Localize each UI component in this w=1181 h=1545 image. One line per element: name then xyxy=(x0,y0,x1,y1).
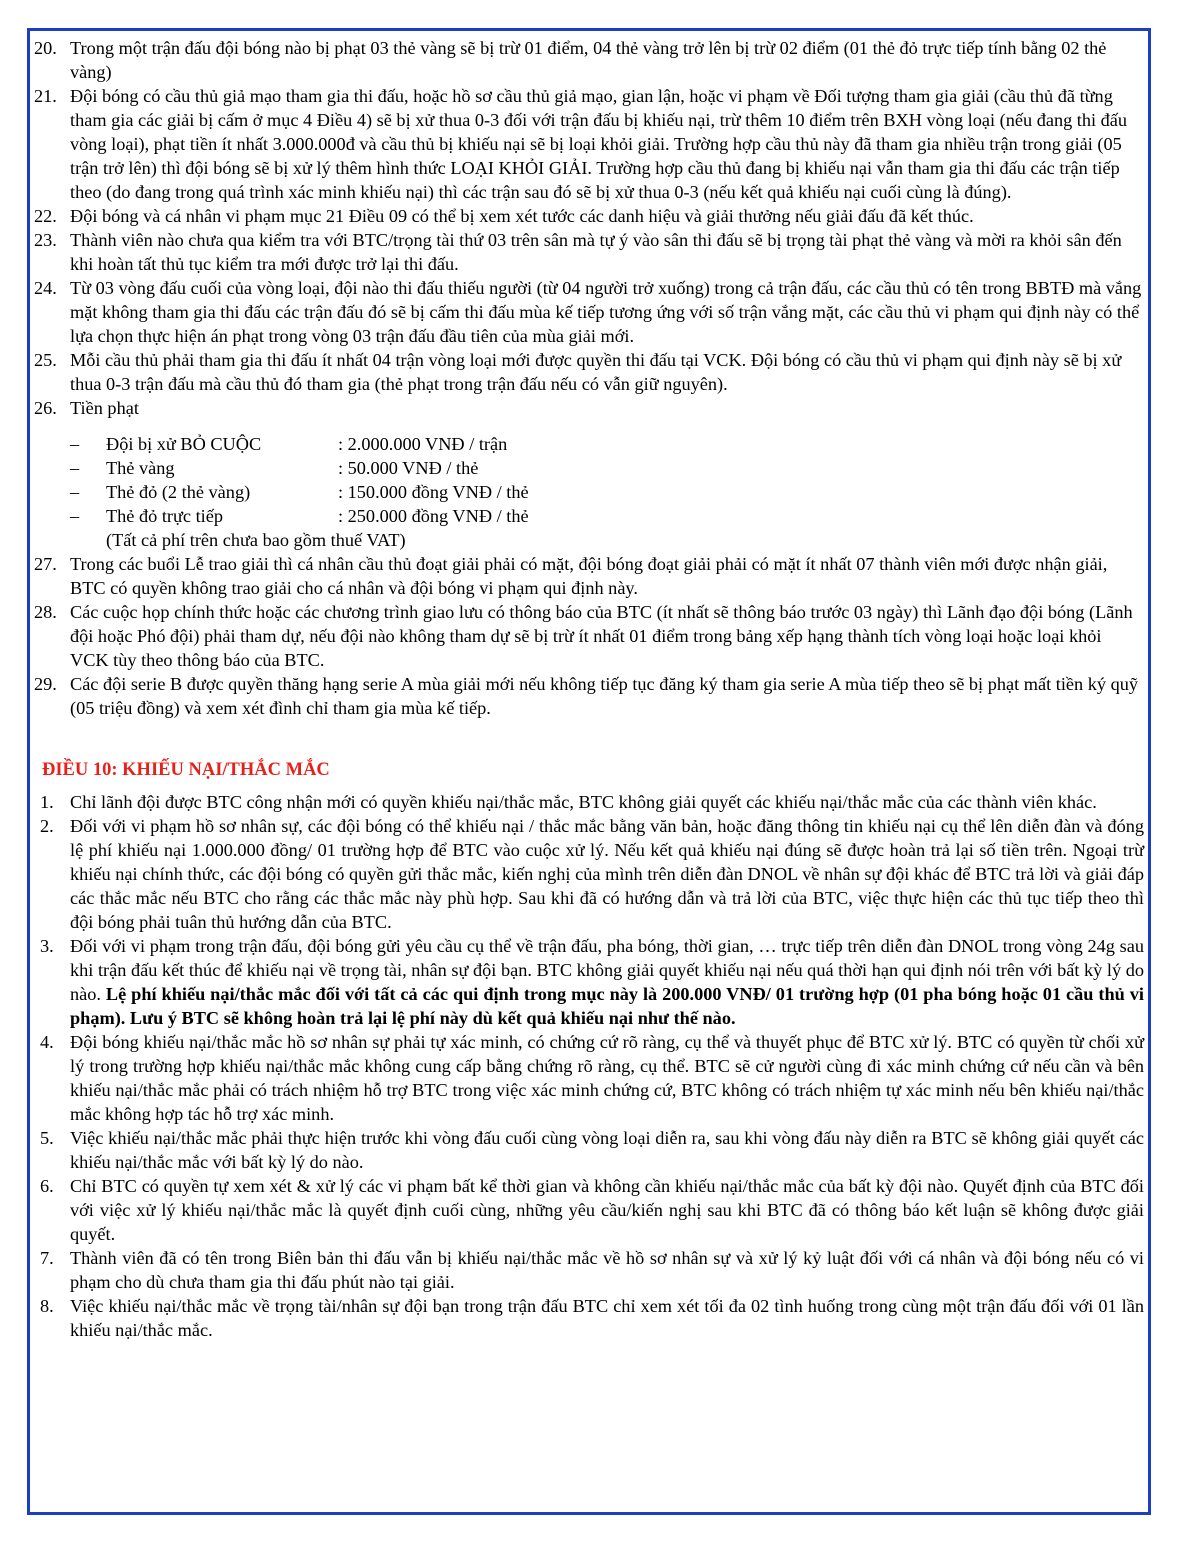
item-number: 26. xyxy=(34,398,57,418)
item-number: 28. xyxy=(34,602,57,622)
item-number: 23. xyxy=(34,230,57,250)
item-text: Đội bóng khiếu nại/thắc mắc hồ sơ nhân sự phải tự xác minh, có chứng cứ rõ ràng, cụ thể và thuyết phục để BTC xử lý. BTC có quyền từ chối xử lý trong trường hợp khiếu nại/thắc mắc không cung cấp bằng chứng rõ ràng, cụ thể. BTC sẽ cử người cùng đi xác minh chứng cứ nếu cần và bên khiếu nại/thắc mắc phải có trách nhiệm hỗ trợ BTC trong việc xác minh chứng cứ, BTC không có trách nhiệm tự xác minh nếu bên khiếu nại/thắc mắc không hợp tác hỗ trợ xác minh. xyxy=(70,1032,1144,1124)
section-heading: ĐIỀU 10: KHIẾU NẠI/THẮC MẮC xyxy=(42,760,330,780)
fine-row xyxy=(70,504,1144,528)
dash-bullet: – xyxy=(70,506,80,526)
fine-row xyxy=(70,456,1144,480)
fine-amount: : 150.000 đồng VNĐ / thẻ xyxy=(338,482,529,502)
fine-name: Thẻ vàng xyxy=(106,458,175,478)
dash-bullet: – xyxy=(70,434,80,454)
item-number: 3. xyxy=(40,936,54,956)
item-text: Từ 03 vòng đấu cuối của vòng loại, đội nào thi đấu thiếu người (từ 04 người trở xuống) trong cả trận đấu, các cầu thủ có tên trong BBTĐ mà vắng mặt không tham gia thi đấu các trận đấu đó sẽ bị cấm thi đấu mùa kế tiếp tương ứng với số trận vắng mặt, các cầu thủ vi phạm qui định này có thể lựa chọn thực hiện án phạt trong vòng 03 trận đấu đầu tiên của mùa giải mới. xyxy=(70,278,1142,346)
item-number: 25. xyxy=(34,350,57,370)
item-text: Đối với vi phạm trong trận đấu, đội bóng gửi yêu cầu cụ thể về trận đấu, pha bóng, thời gian, … trực tiếp trên diễn đàn DNOL trong vòng 24g sau khi trận đấu kết thúc để khiếu nại về trọng tài, nhân sự đội bạn. BTC không giải quyết khiếu nại nếu quá thời hạn qui định nói trên với bất kỳ lý do nào. xyxy=(70,936,1144,1004)
item-text: Thành viên đã có tên trong Biên bản thi đấu vẫn bị khiếu nại/thắc mắc về hồ sơ nhân sự và xử lý kỷ luật đối với cá nhân và đội bóng nếu có vi phạm cho dù chưa tham gia thi đấu phút nào tại giải. xyxy=(70,1248,1144,1292)
item-number: 24. xyxy=(34,278,57,298)
list-item xyxy=(34,1174,1144,1246)
item-text: Tiền phạt xyxy=(70,398,139,418)
list-item xyxy=(34,600,1144,672)
item-text: Đối với vi phạm hồ sơ nhân sự, các đội bóng có thể khiếu nại / thắc mắc bằng văn bản, hoặc đăng thông tin khiếu nại cụ thể lên diễn đàn và đóng lệ phí khiếu nại 1.000.000 đồng/ 01 trường hợp để BTC vào cuộc xử lý. Nếu kết quả khiếu nại đúng sẽ được hoàn trả lại số tiền trên. Ngoại trừ khiếu nại chính thức, các đội bóng có quyền gửi thắc mắc, kiến nghị của mình trên diễn đàn DNOL về nhân sự đội khác để BTC trả lời và giải đáp các thắc mắc nếu BTC cho rằng các thắc mắc này phù hợp. Sau khi đã có hướng dẫn và trả lời của BTC, việc thực hiện các thủ tục tiếp theo thì đội bóng phải tuân thủ hướng dẫn của BTC. xyxy=(70,816,1144,932)
item-text: Đội bóng có cầu thủ giả mạo tham gia thi đấu, hoặc hồ sơ cầu thủ giả mạo, gian lận, hoặc vi phạm về Đối tượng tham gia giải (cầu thủ đã từng tham gia các giải bị cấm ở mục 4 Điều 4) sẽ bị xử thua 0-3 đối với trận đấu bị khiếu nại, trừ thêm 10 điểm trên BXH vòng loại (nếu đang thi đấu vòng loại), phạt tiền ít nhất 3.000.000đ và cầu thủ bị khiếu nại sẽ bị loại khỏi giải. Trường hợp cầu thủ này đã tham gia nhiều trận trong giải (05 trận trở lên) thì đội bóng sẽ bị xử lý thêm hình thức LOẠI KHỎI GIẢI. Trường hợp cầu thủ đang bị khiếu nại vẫn tham gia thi đấu các trận tiếp theo (do đang trong quá trình xác minh khiếu nại) thì các trận sau đó sẽ bị xử thua 0-3 (nếu kết quả khiếu nại cuối cùng là đúng). xyxy=(70,86,1128,202)
dash-bullet: – xyxy=(70,482,80,502)
item-number: 21. xyxy=(34,86,57,106)
list-item xyxy=(34,814,1144,934)
fines-list xyxy=(70,432,1144,552)
complaints-list xyxy=(34,790,1144,1342)
fine-name: Thẻ đỏ (2 thẻ vàng) xyxy=(106,482,251,502)
item-number: 8. xyxy=(40,1296,54,1316)
item-text: Mỗi cầu thủ phải tham gia thi đấu ít nhất 04 trận vòng loại mới được quyền thi đấu tại VCK. Đội bóng có cầu thủ vi phạm qui định này sẽ bị xử thua 0-3 trận đấu mà cầu thủ đó tham gia (thẻ phạt trong trận đấu nếu có vẫn giữ nguyên). xyxy=(70,350,1122,394)
fine-row xyxy=(70,480,1144,504)
item-number: 1. xyxy=(40,792,54,812)
dash-bullet: – xyxy=(70,458,80,478)
item-number: 22. xyxy=(34,206,57,226)
document-body xyxy=(34,36,1144,1342)
fine-name: Đội bị xử BỎ CUỘC xyxy=(106,434,262,454)
item-text: Các cuộc họp chính thức hoặc các chương trình giao lưu có thông báo của BTC (ít nhất sẽ thông báo trước 03 ngày) thì Lãnh đạo đội bóng (Lãnh đội hoặc Phó đội) phải tham dự, nếu đội nào không tham dự sẽ bị trừ ít nhất 01 điểm trong bảng xếp hạng thành tích vòng loại hoặc loại khỏi VCK tùy theo thông báo của BTC. xyxy=(70,602,1133,670)
item-text: Đội bóng và cá nhân vi phạm mục 21 Điều 09 có thể bị xem xét tước các danh hiệu và giải thưởng nếu giải đấu đã kết thúc. xyxy=(70,206,974,226)
fee-note: Lệ phí khiếu nại/thắc mắc đối với tất cả các qui định trong mục này là 200.000 VNĐ/ 01 trường hợp (01 pha bóng hoặc 01 cầu thủ vi phạm). Lưu ý BTC sẽ không hoàn trả lại lệ phí này dù kết quả khiếu nại như thế nào. xyxy=(70,984,1144,1028)
list-item xyxy=(34,1126,1144,1174)
fine-name: Thẻ đỏ trực tiếp xyxy=(106,506,224,526)
fine-row xyxy=(70,432,1144,456)
list-item xyxy=(34,204,1144,228)
fines-note: (Tất cả phí trên chưa bao gồm thuế VAT) xyxy=(106,530,406,550)
item-number: 4. xyxy=(40,1032,54,1052)
rules-list-part1 xyxy=(34,36,1144,720)
item-text: Trong một trận đấu đội bóng nào bị phạt 03 thẻ vàng sẽ bị trừ 01 điểm, 04 thẻ vàng trở lên bị trừ 02 điểm (01 thẻ đỏ trực tiếp tính bằng 02 thẻ vàng) xyxy=(70,38,1107,82)
item-text: Chỉ BTC có quyền tự xem xét & xử lý các vi phạm bất kể thời gian và không cần khiếu nại/thắc mắc của bất kỳ đội nào. Quyết định của BTC đối với việc xử lý khiếu nại/thắc mắc là quyết định cuối cùng, những yêu cầu/kiến nghị sau khi BTC đã có thông báo kết luận sẽ không được giải quyết. xyxy=(70,1176,1144,1244)
list-item xyxy=(34,1246,1144,1294)
list-item xyxy=(34,276,1144,348)
item-number: 27. xyxy=(34,554,57,574)
item-number: 20. xyxy=(34,38,57,58)
list-item xyxy=(34,934,1144,1030)
list-item xyxy=(34,552,1144,600)
item-number: 6. xyxy=(40,1176,54,1196)
list-item xyxy=(34,396,1144,552)
item-text: Việc khiếu nại/thắc mắc về trọng tài/nhân sự đội bạn trong trận đấu BTC chỉ xem xét tối đa 02 tình huống trong cùng một trận đấu đối với 01 lần khiếu nại/thắc mắc. xyxy=(70,1296,1144,1340)
list-item xyxy=(34,84,1144,204)
list-item xyxy=(34,1294,1144,1342)
list-item xyxy=(34,348,1144,396)
list-item xyxy=(34,790,1144,814)
fine-amount: : 250.000 đồng VNĐ / thẻ xyxy=(338,506,529,526)
item-text: Chỉ lãnh đội được BTC công nhận mới có quyền khiếu nại/thắc mắc, BTC không giải quyết các khiếu nại/thắc mắc của các thành viên khác. xyxy=(70,792,1097,812)
item-text: Việc khiếu nại/thắc mắc phải thực hiện trước khi vòng đấu cuối cùng vòng loại diễn ra, sau khi vòng đấu này diễn ra BTC sẽ không giải quyết các khiếu nại/thắc mắc với bất kỳ lý do nào. xyxy=(70,1128,1144,1172)
list-item xyxy=(34,36,1144,84)
list-item xyxy=(34,228,1144,276)
item-text: Trong các buổi Lễ trao giải thì cá nhân cầu thủ đoạt giải phải có mặt, đội bóng đoạt giải phải có mặt ít nhất 07 thành viên mới được nhận giải, BTC có quyền không trao giải cho cá nhân và đội bóng vi phạm qui định này. xyxy=(70,554,1108,598)
item-number: 5. xyxy=(40,1128,54,1148)
list-item xyxy=(34,672,1144,720)
list-item xyxy=(34,1030,1144,1126)
item-text: Thành viên nào chưa qua kiểm tra với BTC/trọng tài thứ 03 trên sân mà tự ý vào sân thi đấu sẽ bị trọng tài phạt thẻ vàng và mời ra khỏi sân đến khi hoàn tất thủ tục kiểm tra mới được trở lại thi đấu. xyxy=(70,230,1122,274)
item-number: 29. xyxy=(34,674,57,694)
fine-amount: : 50.000 VNĐ / thẻ xyxy=(338,458,479,478)
fine-amount: : 2.000.000 VNĐ / trận xyxy=(338,434,508,454)
item-number: 2. xyxy=(40,816,54,836)
item-number: 7. xyxy=(40,1248,54,1268)
item-text: Các đội serie B được quyền thăng hạng serie A mùa giải mới nếu không tiếp tục đăng ký tham gia serie A mùa tiếp theo sẽ bị phạt mất tiền ký quỹ (05 triệu đồng) và xem xét đình chỉ tham gia mùa kế tiếp. xyxy=(70,674,1138,718)
